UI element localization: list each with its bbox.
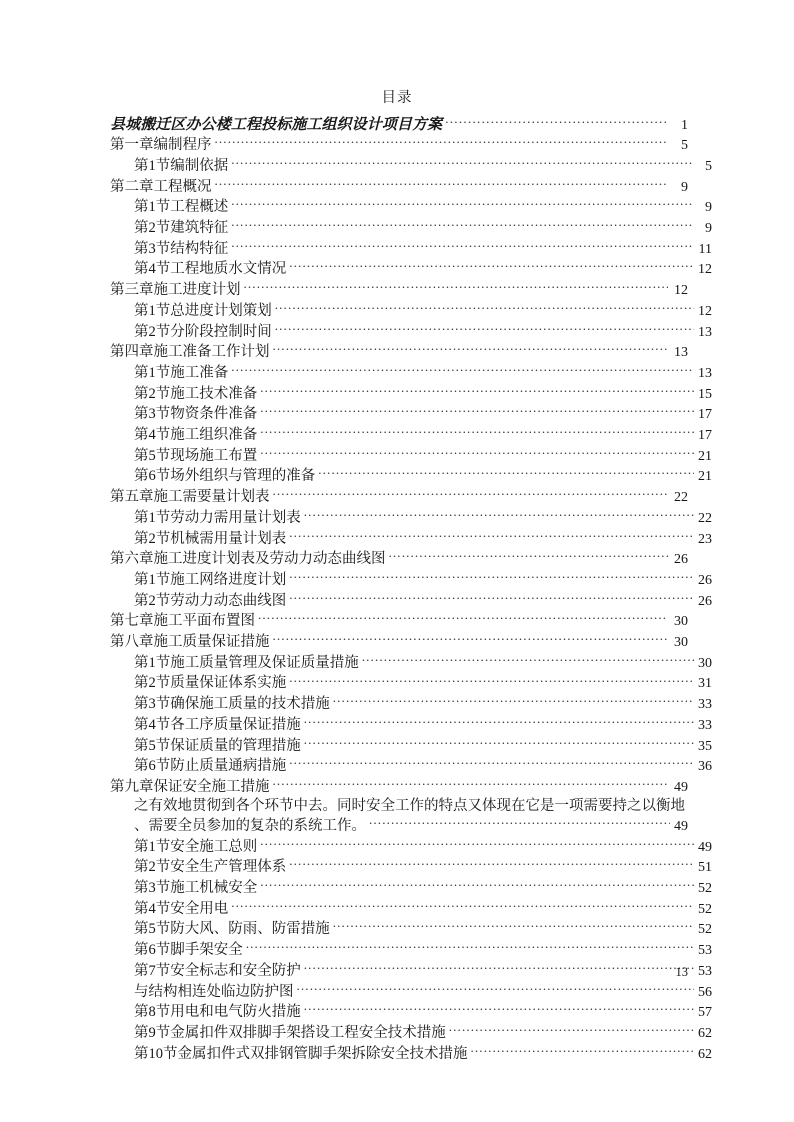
toc-entry-page-number: 33: [698, 697, 712, 713]
dot-leader: [244, 280, 669, 295]
toc-entry-page-number: 21: [698, 448, 712, 464]
toc-entry[interactable]: [134, 1002, 712, 1023]
toc-entry-document-title[interactable]: [110, 114, 688, 135]
toc-entry[interactable]: [134, 652, 712, 673]
toc-entry[interactable]: [134, 507, 712, 528]
toc-entry-label: 、需要全员参加的复杂的系统工作。: [134, 817, 366, 834]
toc-entry[interactable]: [134, 714, 712, 735]
dot-leader: [215, 135, 669, 150]
dot-leader: [304, 1002, 694, 1017]
toc-entry-label: 第2节质量保证体系实施: [134, 675, 287, 692]
dot-leader: [231, 898, 694, 913]
toc-entry-label: 第2节施工技术准备: [134, 385, 258, 402]
toc-entry[interactable]: [134, 445, 712, 466]
toc-entry-label: 第四章施工准备工作计划: [110, 344, 270, 361]
toc-entry-label: 第6节场外组织与管理的准备: [134, 468, 316, 485]
toc-entry[interactable]: [110, 176, 688, 197]
toc-entry-label: 第5节保证质量的管理措施: [134, 737, 301, 754]
toc-entry[interactable]: [110, 280, 688, 301]
toc-entry-page-number: 23: [698, 531, 712, 547]
toc-entry[interactable]: [134, 218, 712, 239]
dot-leader: [289, 590, 694, 605]
toc-entry[interactable]: [110, 342, 688, 363]
toc-entry-page-number: 30: [698, 655, 712, 671]
toc-entry-page-number: 5: [705, 158, 712, 174]
toc-entry-page-number: 49: [674, 818, 688, 834]
toc-entry-label: 第9节金属扣件双排脚手架搭设工程安全技术措施: [134, 1024, 446, 1041]
toc-entry-label: 第5节现场施工布置: [134, 447, 258, 464]
toc-entry-page-number: 52: [698, 881, 712, 897]
toc-entry[interactable]: [110, 487, 688, 508]
toc-entry-label: 第10节金属扣件式双排钢管脚手架拆除安全技术措施: [134, 1045, 468, 1062]
toc-entry-label: 第3节物资条件准备: [134, 406, 258, 423]
toc-entry[interactable]: [134, 321, 712, 342]
toc-entry-label: 第1节编制依据: [134, 157, 229, 174]
toc-entry-page-number: 49: [674, 780, 688, 795]
toc-entry-label: 第九章保证安全施工措施: [110, 779, 270, 795]
toc-entry-label: 第1节安全施工总则: [134, 838, 258, 855]
toc-entry-label: 第5节防大风、防雨、防雷措施: [134, 921, 330, 938]
dot-leader: [304, 507, 694, 522]
dot-leader: [273, 487, 669, 502]
dot-leader: [260, 425, 694, 440]
toc-entry[interactable]: [134, 878, 712, 899]
toc-entry-page-number: 31: [698, 676, 712, 692]
toc-entry-label: 第一章编制程序: [110, 137, 212, 154]
dot-leader: [289, 259, 694, 274]
dot-leader: [231, 155, 694, 170]
toc-entry[interactable]: [134, 197, 712, 218]
toc-entry-label: 第1节工程概述: [134, 199, 229, 216]
toc-entry[interactable]: [134, 756, 712, 777]
toc-entry-label: 第1节总进度计划策划: [134, 302, 272, 319]
toc-entry-label: 第4节安全用电: [134, 900, 229, 917]
toc-entry-wrapped-note[interactable]: [134, 797, 688, 836]
dot-leader: [260, 383, 694, 398]
toc-entry-page-number: 21: [698, 469, 712, 485]
toc-entry-wrapped-line-2: [134, 815, 688, 836]
toc-entry-label: 第三章施工进度计划: [110, 282, 241, 299]
toc-entry-page-number: 13: [698, 365, 712, 381]
toc-entry-page-number: 52: [698, 922, 712, 938]
dot-leader: [362, 652, 694, 667]
toc-entry-label: 第八章施工质量保证措施: [110, 634, 270, 651]
toc-entry-label: 第7节安全标志和安全防护: [134, 962, 301, 979]
toc-entry[interactable]: [134, 836, 712, 857]
toc-entry[interactable]: [110, 632, 688, 653]
toc-entry-wrapped-line-1: [134, 797, 688, 815]
dot-leader: [304, 735, 694, 750]
toc-entry-page-number: 62: [698, 1025, 712, 1041]
toc-entry[interactable]: [134, 404, 712, 425]
toc-entry-label: 第二章工程概况: [110, 178, 212, 195]
toc-entry-page-number: 22: [698, 510, 712, 526]
toc-entry-label: 第4节各工序质量保证措施: [134, 716, 301, 733]
dot-leader: [246, 940, 694, 955]
dot-leader: [260, 404, 694, 419]
toc-entry-label: 第6节脚手架安全: [134, 942, 243, 959]
toc-entry-page-number: 35: [698, 738, 712, 754]
toc-entry-page-number: 12: [674, 283, 688, 299]
dot-leader: [231, 197, 694, 212]
toc-entry-label: 第1节施工准备: [134, 364, 229, 381]
dot-leader: [333, 694, 694, 709]
dot-leader: [289, 528, 694, 543]
toc-entry-label: 第6节防止质量通病措施: [134, 758, 287, 775]
dot-leader: [297, 981, 695, 996]
toc-entry-label: 与结构相连处临边防护图: [134, 983, 294, 1000]
toc-entry-page-number: 1: [681, 117, 688, 133]
toc-entry-label: 第4节施工组织准备: [134, 427, 258, 444]
toc-entry-label: 第五章施工需要量计划表: [110, 489, 270, 506]
dot-leader: [260, 445, 694, 460]
toc-entry[interactable]: [134, 919, 712, 940]
dot-leader: [231, 218, 694, 233]
toc-entry[interactable]: [134, 300, 712, 321]
toc-entry-label: 第8节用电和电气防火措施: [134, 1004, 301, 1021]
toc-entry-label: 第2节劳动力动态曲线图: [134, 592, 287, 609]
toc-entry-label: 第3节施工机械安全: [134, 880, 258, 897]
toc-entry-page-number: 52: [698, 901, 712, 917]
dot-leader: [445, 114, 668, 129]
toc-entry[interactable]: [134, 425, 712, 446]
toc-entry-page-number: 17: [698, 428, 712, 444]
toc-entry[interactable]: [110, 611, 688, 632]
toc-entry-label: 第六章施工进度计划表及劳动力动态曲线图: [110, 551, 386, 568]
toc-entry-page-number: 9: [705, 200, 712, 216]
toc-entry-label: 第3节结构特征: [134, 240, 229, 257]
toc-entry-label: 第3节确保施工质量的技术措施: [134, 696, 330, 713]
toc-entry[interactable]: [134, 569, 712, 590]
toc-entry-page-number: 51: [698, 860, 712, 876]
dot-leader: [258, 611, 668, 626]
dot-leader: [260, 878, 694, 893]
toc-entry[interactable]: [134, 898, 712, 919]
toc-entry-group-primary: [110, 135, 712, 798]
toc-entry[interactable]: [134, 528, 712, 549]
dot-leader: [275, 321, 694, 336]
toc-entry-page-number: 17: [698, 407, 712, 423]
dot-leader: [471, 1043, 695, 1058]
toc-entry[interactable]: [134, 673, 712, 694]
toc-entry[interactable]: [134, 466, 712, 487]
dot-leader: [275, 300, 694, 315]
toc-entry[interactable]: [134, 981, 712, 1002]
dot-leader: [449, 1022, 694, 1037]
dot-leader: [273, 632, 669, 647]
toc-entry-page-number: 12: [698, 303, 712, 319]
toc-entry[interactable]: [134, 1022, 712, 1043]
toc-entry-page-number: 13: [674, 345, 688, 361]
toc-entry[interactable]: [134, 940, 712, 961]
toc-entry[interactable]: [134, 857, 712, 878]
dot-leader: [304, 714, 694, 729]
toc-entry[interactable]: [134, 362, 712, 383]
toc-entry-label: 第七章施工平面布置图: [110, 613, 255, 630]
toc-entry-page-number: 26: [698, 593, 712, 609]
toc-entry[interactable]: [134, 590, 712, 611]
toc-entry-group-secondary: [110, 836, 712, 1064]
toc-entry-page-number: 9: [681, 179, 688, 195]
toc-entry-label: 第2节分阶段控制时间: [134, 323, 272, 340]
toc-entry-label: 第4节工程地质水文情况: [134, 261, 287, 278]
toc-entry[interactable]: [134, 694, 712, 715]
dot-leader: [389, 549, 669, 564]
toc-entry-page-number: 9: [705, 221, 712, 237]
toc-entry[interactable]: [110, 777, 688, 798]
toc-entry-page-number: 53: [698, 943, 712, 959]
toc-entry[interactable]: [110, 135, 688, 156]
toc-entry-label: 第1节施工网络进度计划: [134, 571, 287, 588]
dot-leader: [369, 815, 670, 830]
toc-entry[interactable]: [134, 1043, 712, 1064]
dot-leader: [273, 777, 669, 792]
toc-entry-label: 第2节机械需用量计划表: [134, 530, 287, 547]
toc-header-title: 目录: [381, 90, 413, 106]
toc-entry[interactable]: [134, 259, 712, 280]
dot-leader: [231, 238, 694, 253]
toc-entry[interactable]: [134, 383, 712, 404]
toc-entry-page-number: 30: [674, 635, 688, 651]
toc-entry-page-number: 13: [698, 324, 712, 340]
dot-leader: [231, 362, 694, 377]
toc-entry[interactable]: [134, 155, 712, 176]
toc-entry-label: 第1节劳动力需用量计划表: [134, 509, 301, 526]
toc-entry-label: 第2节建筑特征: [134, 220, 229, 237]
toc-entry-page-number: 56: [698, 984, 712, 1000]
dot-leader: [215, 176, 669, 191]
toc-entry-page-number: 22: [674, 490, 688, 506]
toc-entry-label: 之有效地贯彻到各个环节中去。同时安全工作的特点又体现在它是一项需要持之以衡地: [134, 798, 685, 815]
dot-leader: [289, 673, 694, 688]
toc-entry-page-number: 26: [698, 572, 712, 588]
dot-leader: [289, 857, 694, 872]
toc-entry-page-number: 53: [698, 963, 712, 979]
toc-entry-label: 第2节安全生产管理体系: [134, 859, 287, 876]
toc-entry-page-number: 5: [681, 138, 688, 154]
toc-entry-page-number: 11: [698, 241, 712, 257]
dot-leader: [318, 466, 694, 481]
table-of-contents: [110, 114, 712, 1064]
toc-entry-page-number: 57: [698, 1005, 712, 1021]
dot-leader: [333, 919, 694, 934]
toc-entry-page-number: 49: [698, 839, 712, 855]
dot-leader: [260, 836, 694, 851]
toc-entry-page-number: 33: [698, 717, 712, 733]
toc-entry-page-number: 30: [674, 614, 688, 630]
toc-entry-label: 第1节施工质量管理及保证质量措施: [134, 654, 359, 671]
toc-entry-page-number: 12: [698, 262, 712, 278]
toc-entry-page-number: 26: [674, 552, 688, 568]
dot-leader: [273, 342, 669, 357]
dot-leader: [289, 569, 694, 584]
page-number-footer: 13: [675, 965, 688, 979]
toc-entry-page-number: 15: [698, 386, 712, 402]
toc-entry[interactable]: [110, 549, 688, 570]
toc-entry-label: 县城搬迁区办公楼工程投标施工组织设计项目方案: [110, 116, 443, 133]
toc-entry-page-number: 62: [698, 1046, 712, 1062]
dot-leader: [289, 756, 694, 771]
toc-entry-page-number: 36: [698, 759, 712, 775]
toc-entry[interactable]: [134, 735, 712, 756]
toc-entry[interactable]: [134, 238, 712, 259]
